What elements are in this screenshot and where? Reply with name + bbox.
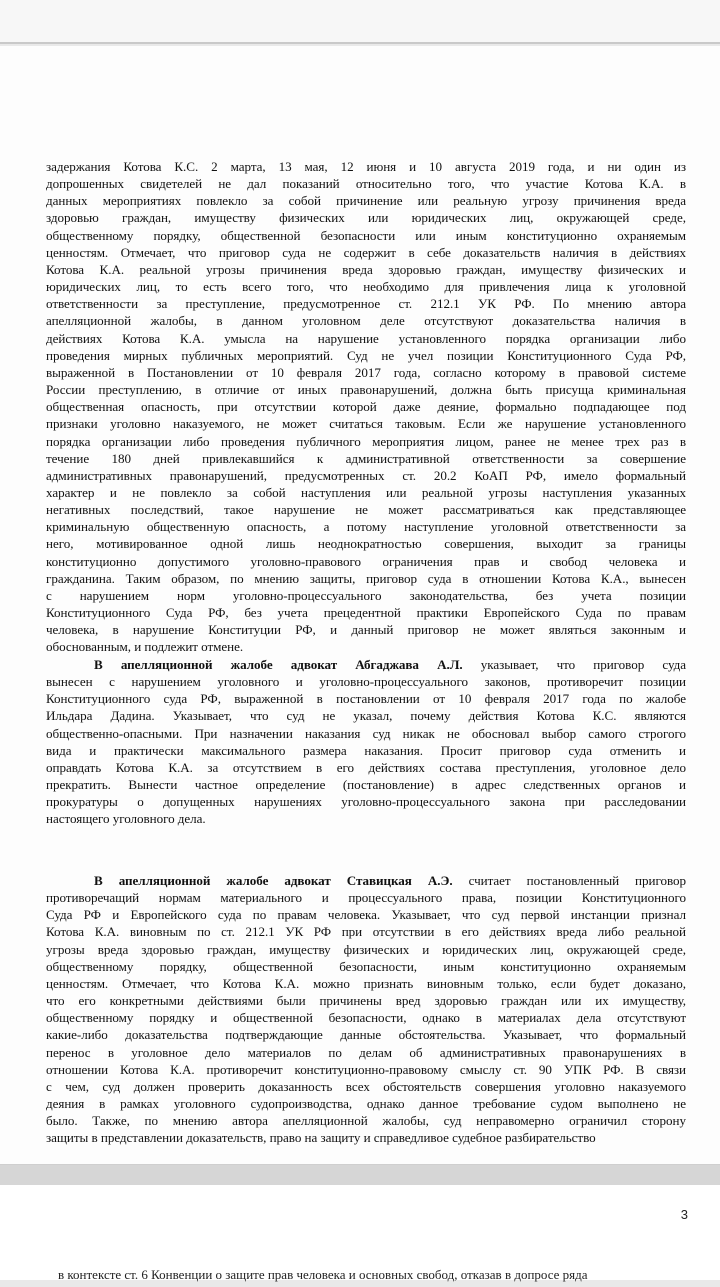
text-line: Котова К.А. виновным по ст. 212.1 УК РФ при отсутствии в его действиях вреда либо реальной [46,924,686,940]
paragraph-3 [46,872,686,1147]
text-line: противоречащий нормам материального и процессуального права, позиции Конституционного [46,890,686,906]
text-line: России преступлению, в отличие от иных правонарушений, должна быть присуща криминальная [46,382,686,398]
text-line: течение 180 дней привлекавшийся к административной ответственности за совершение [46,450,686,466]
paragraph-1 [46,158,686,656]
text-line: вынесен с нарушением уголовного и уголовно-процессуального законов, противоречит позиции [46,674,686,690]
text-line: задержания Котова К.С. 2 марта, 13 мая, 12 июня и 10 августа 2019 года, и ни один из [46,159,686,174]
text-line: с нарушением норм уголовно-процессуального законодательства, без учета позиции [46,587,686,603]
text-line: допрошенных свидетелей не дал показаний относительно того, что участие Котова К.А. в [46,176,686,192]
paragraph-heading: В апелляционной жалобе адвокат Абгаджава А.Л. [94,657,463,672]
text-line: общественному порядку и общественной безопасности, однако в материалах дела отсутствуют [46,1010,686,1026]
text-line: прекратить. Вынести частное определение (постановление) в адрес следственных органов и [46,777,686,793]
text-line: Суда РФ и Европейского суда по правам человека. Указывает, что суд первой инстанции признал [46,907,686,923]
text-line: обоснованным, и подлежит отмене. [46,639,244,655]
text-line: признаки уголовно наказуемого, не может считаться таковым. Если же нарушение установленного [46,416,686,432]
text-line: характер и не повлекло за собой наступления или реальной угрозы наступления указанных [46,484,686,500]
text-line: ценностям. Отмечает, что Котова К.А. можно признать виновным только, если будет доказано, [46,975,686,991]
text-line: него, мотивированное одной лишь неоднократностью совершения, выходит за границы [46,536,686,552]
text-line: перенос в уголовное дело материалов по делам об административных правонарушениях в [46,1044,686,1060]
next-page [0,1185,720,1280]
text-line: с чем, суд должен проверить доказанность всех обстоятельств совершения уголовно наказуемого [46,1078,686,1094]
first-line-rest: указывает, что приговор суда [462,657,687,672]
first-line [46,656,686,673]
previous-page-edge [0,0,720,44]
text-line: Котова К.А. реальной угрозы причинения вреда здоровью граждан, имуществу физических и [46,261,686,277]
text-line: было. Также, по мнению автора апелляционной жалобы, суд неправомерно ограничил сторону [46,1113,686,1129]
text-line: выраженной в Постановлении от 10 февраля 2017 года, согласно которому в правовой системе [46,364,686,380]
text-line: Конституционного суда РФ, выраженной в постановлении от 10 февраля 2017 года по жалобе [46,691,686,707]
text-line: Конституционного Суда РФ, без учета прецедентной практики Европейского Суда по правам [46,605,686,621]
text-line: что его конкретными действиями были причинены вред здоровью граждан или их имуществу, [46,993,686,1009]
text-line: угрозы вреда здоровью граждан, имуществу физических и юридических лиц, окружающей среде, [46,941,686,957]
text-line: общественному порядку, общественной безопасности, иным конституционно охраняемым [46,958,686,974]
text-line: вида и практически максимального размера наказания. Просит приговор суда отменить и [46,742,686,758]
text-line: общественная опасность, при отсутствии которой даже деяние, формально подпадающее под [46,399,686,415]
page-separator [0,1165,720,1185]
text-line: здоровью граждан, имуществу физических или юридических лиц, окружающей среде, [46,210,686,226]
text-line: юридических лиц, то есть всего того, что необходимо для привлечения лица к уголовной [46,279,686,295]
text-line: данных мероприятиях повлекло за собой причинение или реальную угрозу причинения вреда [46,193,686,209]
text-line: гражданина. Таким образом, по мнению защиты, приговор суда в отношении Котова К.А., вынесен [46,570,686,586]
text-line: какие-либо доказательства подтверждающие данные обстоятельства. Указывает, что формальный [46,1027,686,1043]
text-line: конституционно допустимого уголовно-правового ограничения прав и свобод человека и [46,553,686,569]
next-page-cutoff-text: в контексте ст. 6 Конвенции о защите прав человека и основных свобод, отказав в допросе ряда [58,1267,588,1282]
text-line: защиты в представлении доказательств, право на защиту и справедливое судебное разбирательство [46,1130,596,1146]
text-line: криминальную общественную опасность, а потому наступление уголовной ответственности за [46,519,686,535]
document-page [0,46,720,1165]
text-line: отношении Котова К.А. противоречит конституционно-правовому смыслу ст. 90 УПК РФ. В связи [46,1061,686,1077]
text-line: деяния в рамках уголовного судопроизводства, однако данное требование судом выполнено не [46,1096,686,1112]
text-line: общественному порядку, общественной безопасности или иным конституционно охраняемым [46,227,686,243]
text-line: Ильдара Дадина. Указывает, что суд не указал, почему действия Котова К.С. являются [46,708,686,724]
text-line: прокуратуры о допущенных нарушениях уголовно-процессуального закона при расследовании [46,794,686,810]
text-line: человека, в нарушение Конституции РФ, и данный приговор не может являться законным и [46,622,686,638]
text-line: административных правонарушений, предусмотренных ст. 20.2 КоАП РФ, имело формальный [46,467,686,483]
text-line: апелляционной жалобы, в данном уголовном деле отсутствуют доказательства наличия в [46,313,686,329]
paragraph-2 [46,656,686,828]
first-line [46,872,686,889]
text-line: настоящего уголовного дела. [46,811,206,827]
text-line: общественно-опасными. При назначении наказания суд никак не обосновал выбор самого строгого [46,725,686,741]
first-line-rest: считает постановленный приговор [452,873,686,888]
text-line: ответственности за преступление, предусмотренное ст. 212.1 УК РФ. По мнению автора [46,296,686,312]
text-line: порядка организации либо проведения публичного мероприятия лицом, ранее не менее трех раз в [46,433,686,449]
text-line: действиях Котова К.А. умысла на нарушение установленного порядка организации либо [46,330,686,346]
text-line: негативных последствий, такое нарушение не может рассматриваться как представляющее [46,502,686,518]
text-line: оправдать Котова К.А. за отсутствием в его действиях состава преступления, уголовное дело [46,759,686,775]
text-line: проведения мирных публичных мероприятий. Суд не учел позиции Конституционного Суда РФ, [46,347,686,363]
paragraph-heading: В апелляционной жалобе адвокат Ставицкая А.Э. [94,873,453,888]
page-number: 3 [680,1207,688,1222]
text-line: ценностям. Отмечает, что приговор суда не содержит в себе доказательств наличия в действиях [46,244,686,260]
